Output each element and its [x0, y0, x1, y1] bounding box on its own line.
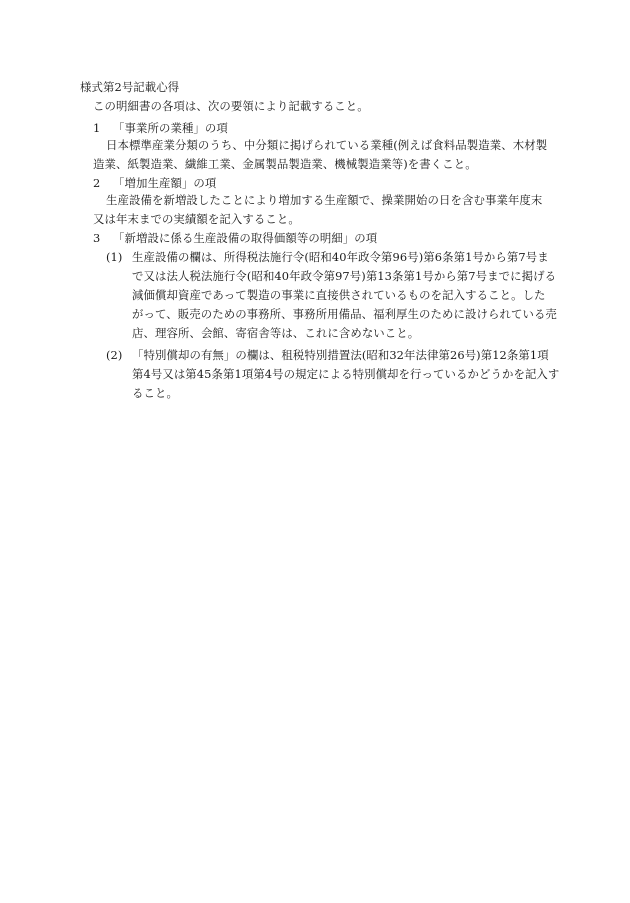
item-1-line-1	[106, 248, 549, 267]
item-2-line-2: 第4号又は第45条第1項第4号の規定による特別償却を行っているかどうかを記入す	[132, 367, 560, 381]
item-text: 生産設備の欄は、所得税法施行令(昭和40年政令第96号)第6条第1号から第7号ま	[132, 250, 549, 264]
item-1-line-3: 減価償却資産であって製造の事業に直接供されているものを記入すること。した	[132, 288, 546, 302]
item-number: (2)	[106, 348, 123, 362]
section-heading-text: 「増加生産額」の項	[113, 176, 217, 190]
section-heading-text: 「新増設に係る生産設備の取得価額等の明細」の項	[113, 231, 378, 245]
section-1-line-2: 造業、紙製造業、繊維工業、金属製品製造業、機械製造業等)を書くこと。	[93, 157, 477, 171]
item-2-line-3: ること。	[132, 386, 178, 400]
item-1-line-4: がって、販売のための事務所、事務所用備品、福利厚生のために設けられている売	[132, 307, 557, 321]
section-1-line-1: 日本標準産業分類のうち、中分類に掲げられている業種(例えば食料品製造業、木材製	[106, 138, 548, 152]
section-number: 3	[93, 231, 101, 245]
item-1-line-2: で又は法人税法施行令(昭和40年政令第97号)第13条第1号から第7号までに掲げる	[132, 269, 557, 283]
item-number: (1)	[106, 250, 123, 264]
section-2-line-1: 生産設備を新増設したことにより増加する生産額で、操業開始の日を含む事業年度末	[106, 193, 543, 207]
document-title: 様式第2号記載心得	[80, 80, 180, 94]
section-heading-text: 「事業所の業種」の項	[113, 121, 228, 135]
section-3-heading	[93, 229, 377, 248]
section-number: 1	[93, 121, 101, 135]
document-intro: この明細書の各項は、次の要領により記載すること。	[93, 99, 369, 113]
item-1-line-5: 店、理容所、会館、寄宿舎等は、これに含めないこと。	[132, 326, 420, 340]
section-2-line-2: 又は年末までの実績額を記入すること。	[93, 212, 300, 226]
section-number: 2	[93, 176, 101, 190]
item-2-line-1	[106, 346, 549, 365]
item-text: 「特別償却の有無」の欄は、租税特別措置法(昭和32年法律第26号)第12条第1項	[132, 348, 549, 362]
